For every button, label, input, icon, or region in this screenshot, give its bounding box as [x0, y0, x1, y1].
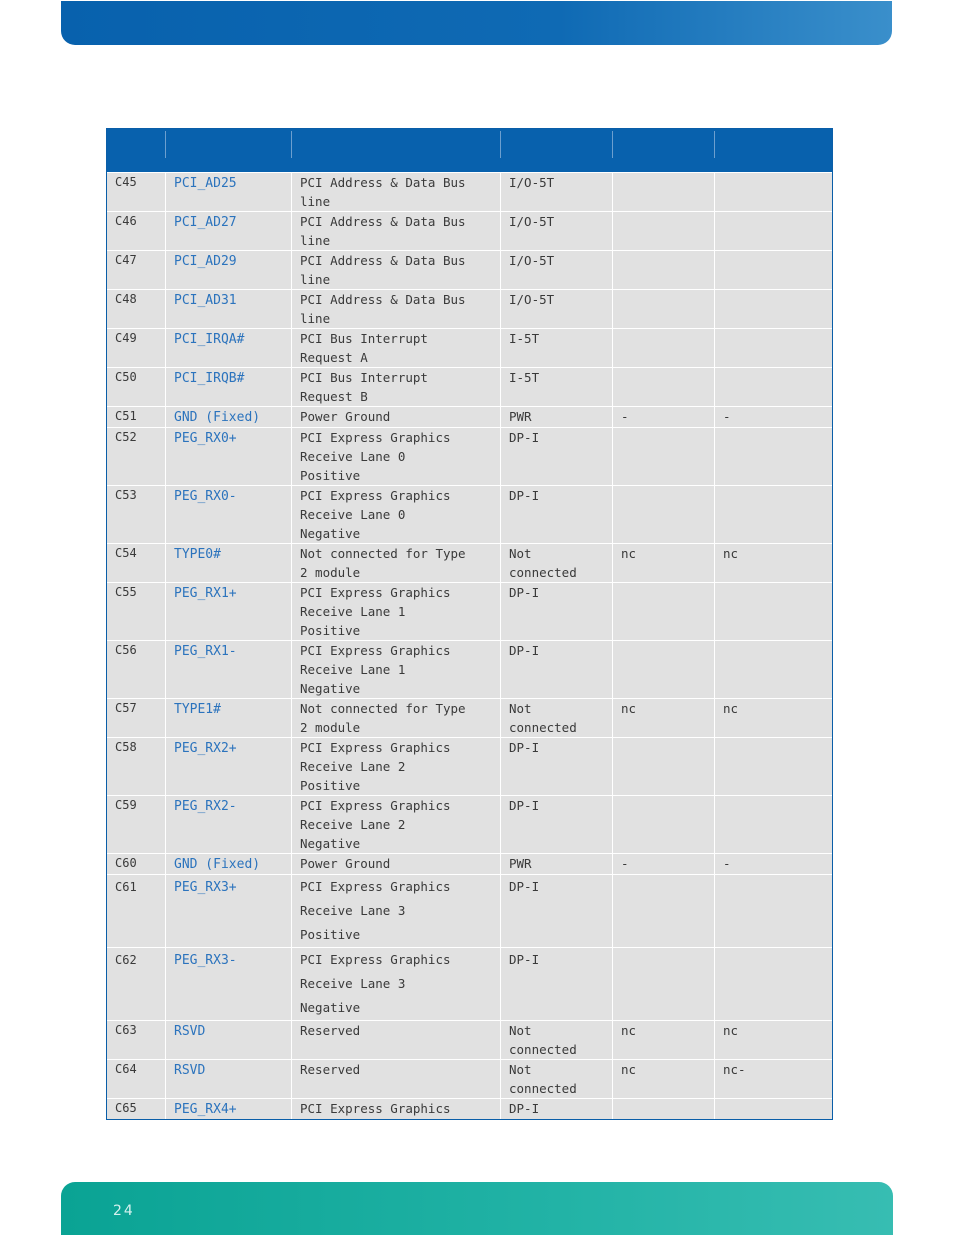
signal-cell: PCI_AD29	[166, 251, 292, 289]
column5-cell: -	[613, 854, 715, 874]
description-cell: PCI Express Graphics Receive Lane 3 Negative	[292, 948, 501, 1020]
type-cell: DP-I	[501, 948, 613, 1020]
column5-cell	[613, 173, 715, 211]
table-row	[107, 250, 832, 289]
type-cell: I/O-5T	[501, 173, 613, 211]
pin-cell: C58	[107, 738, 166, 795]
description-cell: PCI Bus Interrupt Request B	[292, 368, 501, 406]
pin-cell: C62	[107, 948, 166, 1020]
column5-cell	[613, 875, 715, 947]
footer-band	[61, 1182, 893, 1235]
description-cell: PCI Express Graphics Receive Lane 3 Positive	[292, 875, 501, 947]
table-row	[107, 328, 832, 367]
column5-cell	[613, 368, 715, 406]
header-cell-description	[292, 131, 501, 158]
column6-cell: nc	[723, 1023, 739, 1038]
table-row	[107, 1020, 832, 1059]
description-cell: Reserved	[292, 1060, 501, 1098]
signal-cell: GND (Fixed)	[166, 407, 292, 427]
column6-cell	[715, 212, 832, 250]
column5-cell	[613, 583, 715, 640]
signal-cell: TYPE1#	[166, 699, 292, 737]
page-number: 24	[113, 1203, 135, 1219]
type-cell: DP-I	[501, 738, 613, 795]
pin-cell: C48	[107, 290, 166, 328]
column5-cell	[613, 641, 715, 698]
type-cell: PWR	[501, 407, 613, 427]
column6-cell	[715, 173, 832, 211]
column6-cell	[715, 948, 832, 1020]
signal-cell: PCI_IRQB#	[166, 368, 292, 406]
description-cell: Reserved	[292, 1021, 501, 1059]
signal-cell: GND (Fixed)	[166, 854, 292, 874]
column5-cell	[613, 212, 715, 250]
description-cell: PCI Express Graphics Receive Lane 0 Positive	[292, 428, 501, 485]
signal-cell: PEG_RX3-	[166, 948, 292, 1020]
table-row	[107, 427, 832, 485]
column6-cell	[715, 428, 832, 485]
column6-cell	[715, 583, 832, 640]
signal-cell: PEG_RX4+	[166, 1099, 292, 1119]
column5-cell	[613, 1099, 715, 1119]
description-cell: PCI Address & Data Bus line	[292, 251, 501, 289]
column5-cell: nc	[613, 1021, 715, 1059]
signal-cell: PCI_IRQA#	[166, 329, 292, 367]
column6-cell	[715, 486, 832, 543]
signal-cell: PCI_AD31	[166, 290, 292, 328]
type-cell: I/O-5T	[501, 251, 613, 289]
column6-cell	[715, 290, 832, 328]
column5-cell	[613, 738, 715, 795]
table-row	[107, 795, 832, 853]
table-row	[107, 211, 832, 250]
description-cell: Not connected for Type 2 module	[292, 544, 501, 582]
column5-cell: nc	[613, 544, 715, 582]
pin-cell: C47	[107, 251, 166, 289]
table-row	[107, 1059, 832, 1098]
pin-cell: C46	[107, 212, 166, 250]
table-row	[107, 289, 832, 328]
pin-cell: C59	[107, 796, 166, 853]
signal-cell: PEG_RX1+	[166, 583, 292, 640]
column6-cell: nc	[723, 701, 739, 716]
column6-cell: nc	[723, 546, 739, 561]
description-cell: PCI Address & Data Bus line	[292, 173, 501, 211]
header-cell-6	[715, 131, 832, 158]
description-cell: Power Ground	[292, 407, 501, 427]
column5-cell	[613, 948, 715, 1020]
column6-cell	[715, 796, 832, 853]
pin-cell: C51	[107, 407, 166, 427]
type-cell: PWR	[501, 854, 613, 874]
pin-cell: C54	[107, 544, 166, 582]
table-row	[107, 406, 832, 427]
column5-cell	[613, 428, 715, 485]
description-cell: PCI Express Graphics Receive Lane 2 Negative	[292, 796, 501, 853]
signal-cell: TYPE0#	[166, 544, 292, 582]
pin-cell: C60	[107, 854, 166, 874]
table-row	[107, 737, 832, 795]
table-row	[107, 874, 832, 947]
signal-cell: PEG_RX0-	[166, 486, 292, 543]
table-header	[107, 129, 832, 172]
signal-cell: RSVD	[166, 1021, 292, 1059]
type-cell: Not connected	[501, 1021, 613, 1059]
signal-cell: PEG_RX3+	[166, 875, 292, 947]
type-cell: Not connected	[501, 699, 613, 737]
pin-cell: C64	[107, 1060, 166, 1098]
column5-cell: -	[613, 407, 715, 427]
column5-cell	[613, 290, 715, 328]
pin-cell: C56	[107, 641, 166, 698]
table-row	[107, 367, 832, 406]
table-row	[107, 485, 832, 543]
description-cell: PCI Express Graphics Receive Lane 2 Positive	[292, 738, 501, 795]
column6-cell: -	[723, 856, 731, 871]
header-cell-5	[613, 131, 715, 158]
type-cell: DP-I	[501, 641, 613, 698]
pin-cell: C49	[107, 329, 166, 367]
column6-cell	[715, 1099, 832, 1119]
description-cell: PCI Express Graphics	[292, 1099, 501, 1119]
column6-cell	[715, 641, 832, 698]
type-cell: DP-I	[501, 583, 613, 640]
table-row	[107, 698, 832, 737]
description-cell: PCI Express Graphics Receive Lane 0 Negative	[292, 486, 501, 543]
header-band	[61, 1, 892, 45]
header-cell-signal	[166, 131, 292, 158]
column5-cell	[613, 251, 715, 289]
type-cell: I-5T	[501, 368, 613, 406]
table-row	[107, 1098, 832, 1119]
pin-cell: C50	[107, 368, 166, 406]
type-cell: I/O-5T	[501, 290, 613, 328]
pin-cell: C61	[107, 875, 166, 947]
column5-cell: nc	[613, 699, 715, 737]
signal-cell: PCI_AD27	[166, 212, 292, 250]
column5-cell	[613, 486, 715, 543]
signal-cell: PCI_AD25	[166, 173, 292, 211]
table-row	[107, 947, 832, 1020]
description-cell: Not connected for Type 2 module	[292, 699, 501, 737]
pin-cell: C53	[107, 486, 166, 543]
signal-cell: PEG_RX0+	[166, 428, 292, 485]
pin-cell: C57	[107, 699, 166, 737]
pinout-table	[106, 128, 833, 1120]
pin-cell: C52	[107, 428, 166, 485]
column6-cell	[715, 329, 832, 367]
description-cell: PCI Express Graphics Receive Lane 1 Positive	[292, 583, 501, 640]
signal-cell: PEG_RX2-	[166, 796, 292, 853]
signal-cell: RSVD	[166, 1060, 292, 1098]
type-cell: DP-I	[501, 486, 613, 543]
description-cell: PCI Bus Interrupt Request A	[292, 329, 501, 367]
column6-cell	[715, 875, 832, 947]
pin-cell: C63	[107, 1021, 166, 1059]
table-row	[107, 172, 832, 211]
type-cell: DP-I	[501, 1099, 613, 1119]
signal-cell: PEG_RX2+	[166, 738, 292, 795]
table-body	[107, 172, 832, 1119]
column6-cell	[715, 738, 832, 795]
type-cell: I/O-5T	[501, 212, 613, 250]
description-cell: PCI Address & Data Bus line	[292, 212, 501, 250]
table-row	[107, 582, 832, 640]
table-row	[107, 853, 832, 874]
column5-cell	[613, 796, 715, 853]
type-cell: Not connected	[501, 544, 613, 582]
table-row	[107, 543, 832, 582]
type-cell: DP-I	[501, 428, 613, 485]
type-cell: DP-I	[501, 796, 613, 853]
column6-cell	[715, 251, 832, 289]
column5-cell: nc	[613, 1060, 715, 1098]
description-cell: PCI Address & Data Bus line	[292, 290, 501, 328]
pin-cell: C55	[107, 583, 166, 640]
header-cell-pin	[107, 131, 166, 158]
pin-cell: C65	[107, 1099, 166, 1119]
type-cell: DP-I	[501, 875, 613, 947]
type-cell: Not connected	[501, 1060, 613, 1098]
description-cell: Power Ground	[292, 854, 501, 874]
column6-cell: -	[723, 409, 731, 424]
signal-cell: PEG_RX1-	[166, 641, 292, 698]
description-cell: PCI Express Graphics Receive Lane 1 Negative	[292, 641, 501, 698]
type-cell: I-5T	[501, 329, 613, 367]
pin-cell: C45	[107, 173, 166, 211]
column6-cell: nc-	[723, 1062, 746, 1077]
header-cell-type	[501, 131, 613, 158]
column6-cell	[715, 368, 832, 406]
table-row	[107, 640, 832, 698]
column5-cell	[613, 329, 715, 367]
